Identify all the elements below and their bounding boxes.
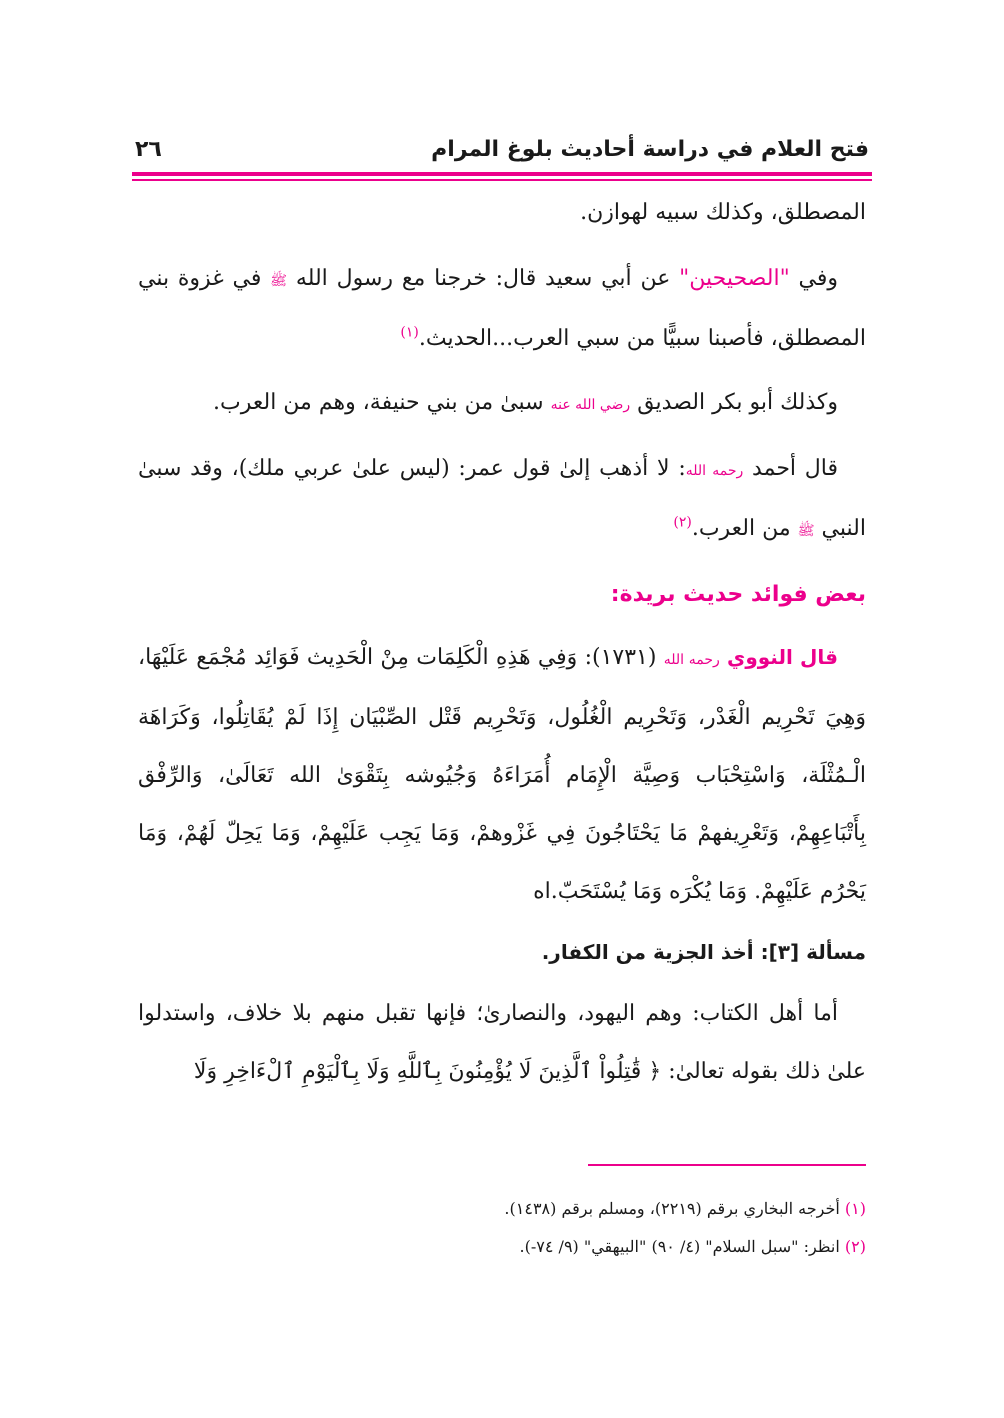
footnote-1-text: أخرجه البخاري برقم (٢٢١٩)، ومسلم برقم (١٤٣٨). <box>504 1199 845 1218</box>
quran-quote: ﴿ قَٰتِلُواْ ٱلَّذِينَ لَا يُؤْمِنُونَ بِٱللَّهِ وَلَا بِٱلْيَوْمِ ٱلْءَاخِرِ وَلَا <box>193 1059 662 1084</box>
p6-text-a: أما أهل الكتاب: وهم اليهود، والنصارىٰ؛ فإنها تقبل منهم بلا خلاف، واستدلوا علىٰ ذلك بقوله تعالىٰ: <box>138 1001 866 1084</box>
running-header <box>135 128 869 170</box>
paragraph-4 <box>138 440 866 560</box>
main-text <box>138 184 866 1101</box>
p3-text-b: سبىٰ من بني حنيفة، وهم من العرب. <box>213 390 551 415</box>
p4-text-a: قال أحمد <box>743 456 839 481</box>
salawat-glyph: ﷺ <box>270 273 288 289</box>
honorific-glyph: رحمه الله <box>663 652 720 668</box>
book-title: فتح العلام في دراسة أحاديث بلوغ المرام <box>431 136 869 162</box>
paragraph-5 <box>138 628 866 921</box>
section-heading-benefits: بعض فوائد حديث بريدة: <box>610 582 866 607</box>
p5-lead: قال النووي <box>719 645 839 669</box>
footnote-1-number: (١) <box>844 1199 866 1218</box>
p2-source-name: "الصحيحين" <box>679 266 790 291</box>
paragraph-1 <box>138 184 866 242</box>
footnote-divider <box>588 1164 866 1166</box>
p3-text-a: وكذلك أبو بكر الصديق <box>630 390 838 415</box>
p2-text-b: عن أبي سعيد قال: خرجنا مع رسول الله <box>287 266 680 291</box>
p5-body: (١٧٣١): وَفِي هَذِهِ الْكَلِمَات مِنْ الْحَدِيث فَوَائِد مُجْمَع عَلَيْهَا، وَهِيَ تَحْرِيم الْغَدْر، وَتَحْرِيم الْغُلُول، وَتَحْرِيم قَتْل الصِّبْيَان إِذَا لَمْ يُقَاتِلُوا، وَكَرَاهَة الْـمُثْلَة، وَاسْتِحْبَاب وَصِيَّة الْإِمَام أُمَرَاءَهُ وَجُيُوشه بِتَقْوَىٰ الله تَعَالَىٰ، وَالرِّفْق بِأَتْبَاعِهِمْ، وَتَعْرِيفهمْ مَا يَحْتَاجُونَ فِي غَزْوهمْ، وَمَا يَجِب عَلَيْهِمْ، وَمَا يَحِلّ لَهُمْ، وَمَا يَحْرُم عَلَيْهِمْ. وَمَا يُكْرَه وَمَا يُسْتَحَبّ.اه <box>138 645 866 904</box>
footnote-2-number: (٢) <box>844 1237 866 1256</box>
paragraph-6 <box>138 985 866 1101</box>
footnote-ref-2[interactable]: (٢) <box>673 514 692 531</box>
paragraph-1-text: المصطلق، وكذلك سبيه لهوازن. <box>580 200 866 225</box>
p4-text-c: من العرب. <box>691 516 798 541</box>
footnotes <box>138 1190 866 1266</box>
page-number: ٢٦ <box>135 136 162 162</box>
paragraph-3 <box>138 374 866 434</box>
salawat-glyph: ﷺ <box>797 523 815 539</box>
header-rule-thick <box>132 172 872 176</box>
paragraph-2 <box>138 250 866 368</box>
section-heading-masala: مسألة [٣]: أخذ الجزية من الكفار. <box>541 940 866 964</box>
footnote-2-text: انظر: "سبل السلام" (٤/ ٩٠) "البيهقي" (٩/ ٧٤-). <box>519 1237 845 1256</box>
p4-text-b: : لا أذهب إلىٰ قول عمر: (ليس علىٰ عربي ملك)، وقد سبىٰ النبي <box>138 456 866 541</box>
honorific-glyph: رضي الله عنه <box>550 397 631 413</box>
honorific-glyph: رحمه الله <box>685 463 744 479</box>
p2-text-a: وفي <box>789 266 838 291</box>
footnote-2 <box>138 1228 866 1266</box>
footnote-ref-1[interactable]: (١) <box>400 324 419 341</box>
p2-text-c: في غزوة بني المصطلق، فأصبنا سبيًّا من سبي العرب...الحديث. <box>138 266 866 351</box>
footnote-1 <box>138 1190 866 1228</box>
header-rule-thin <box>132 179 872 181</box>
